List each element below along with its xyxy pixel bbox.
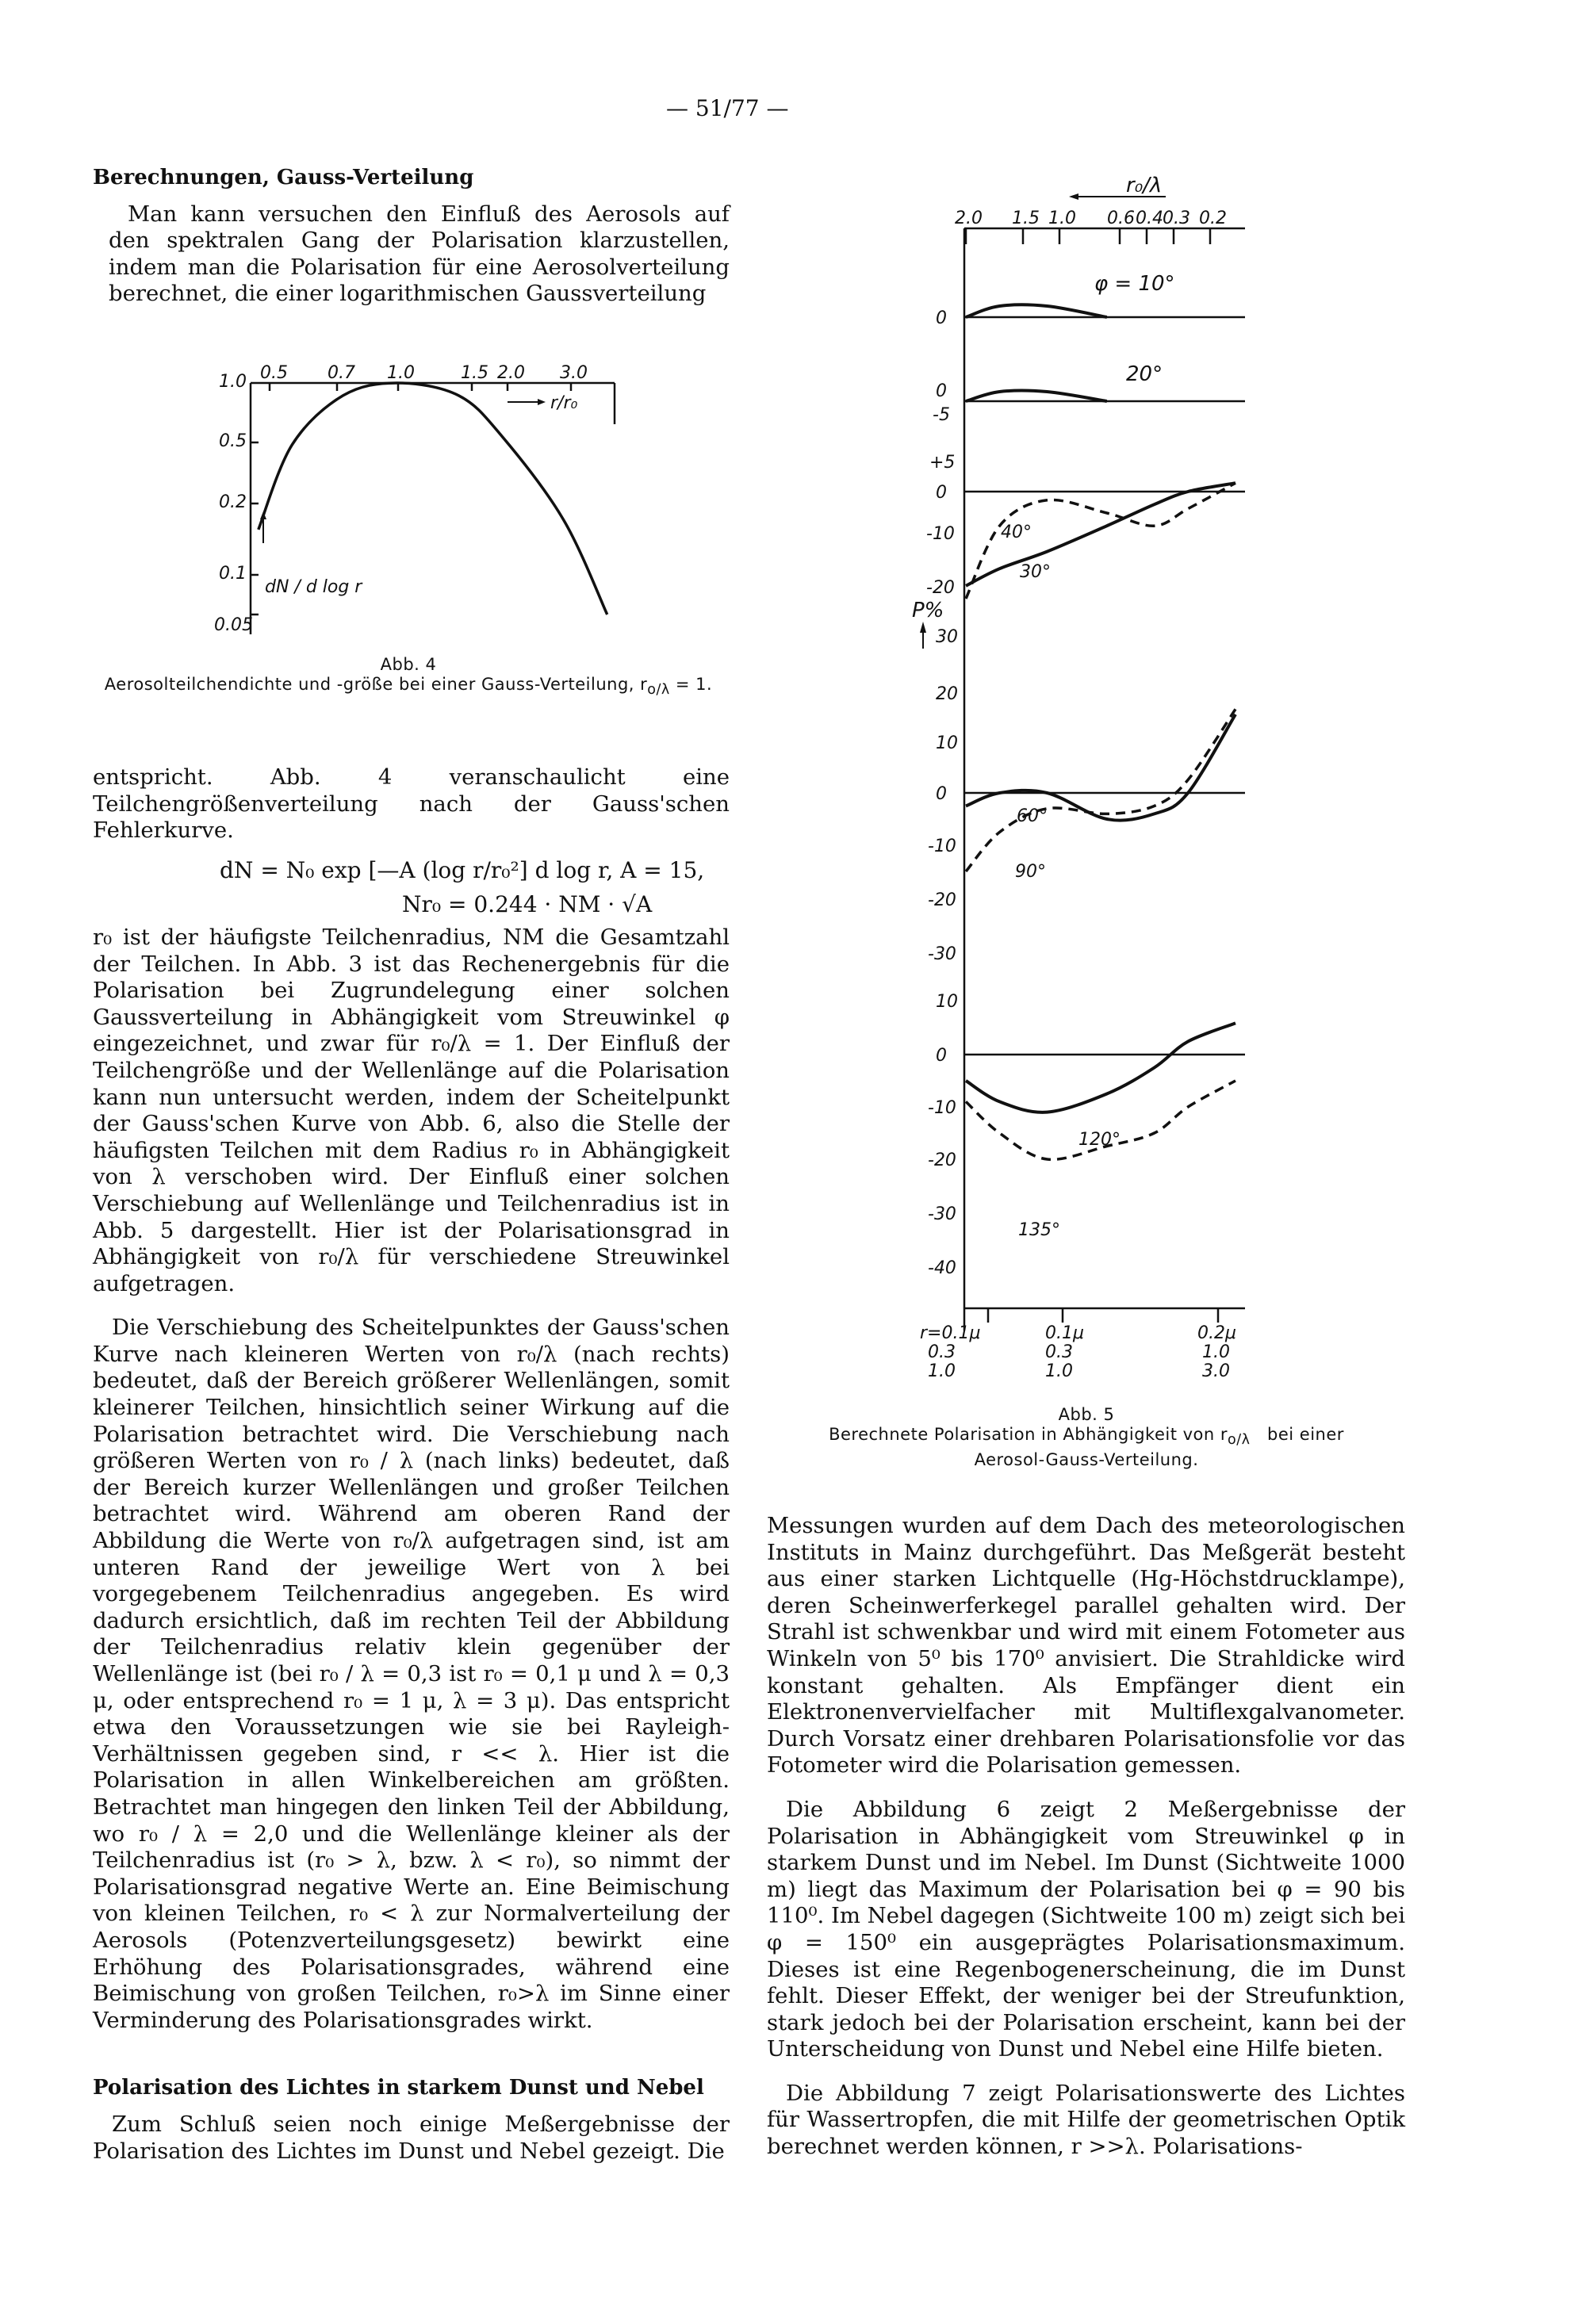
fig4-ylabel: dN / d log r	[265, 577, 362, 597]
fig5-curve-120deg	[966, 1023, 1235, 1112]
fig4-caption-title: Abb. 4	[380, 655, 437, 674]
fig5-label-120: 120°	[1078, 1130, 1121, 1150]
right-paragraph-1: Messungen wurden auf dem Dach des meteorologischen Instituts in Mainz durchgeführt. Das Meßgerät besteht aus einer starken Lichtquelle (Hg-Höchstdrucklampe), deren Scheinwerferkegel parallel gehalten wird. Der Strahl ist schwenkbar und wird mit einem Fotometer aus Winkeln von 5⁰ bis 170⁰ anvisiert. Die Strahldicke wird konstant gehalten. Als Empfänger dient ein Elektronenvervielfacher mit Multiflexgalvanometer. Durch Vorsatz einer drehbaren Polarisationsfolie vor das Fotometer wird die Polarisation gemessen.	[767, 1513, 1405, 1778]
fig5-p3-tick-m20: -20	[926, 578, 955, 598]
fig5-bottom-l2b: 1.0	[1045, 1361, 1073, 1381]
fig5-label-135: 135°	[1018, 1220, 1060, 1240]
right-paragraph-3: Die Abbildung 7 zeigt Polarisationswerte des Lichtes für Wassertropfen, die mit Hilfe der geometrischen Optik berechnet werden können, r >>λ. Polarisations-	[767, 2080, 1405, 2160]
fig5-bottom-l1a: 0.3	[928, 1342, 956, 1362]
figure-5-caption	[761, 1405, 1412, 1470]
fig5-label-30: 30°	[1020, 562, 1051, 582]
fig5-ylabel: P%	[912, 599, 944, 622]
fig5-caption-line1a: Berechnete Polarisation in Abhängigkeit von r	[829, 1425, 1228, 1444]
fig5-p5-tick-0: 0	[936, 1046, 947, 1066]
fig4-ytick-0.5: 0.5	[219, 431, 247, 451]
fig5-xtick-1.5: 1.5	[1012, 209, 1040, 228]
formula-1: dN = N₀ exp [—A (log r/r₀²] d log r, A = 15,	[220, 856, 705, 883]
fig5-curve-60deg	[966, 714, 1235, 821]
figure-4-caption	[87, 655, 730, 700]
fig5-p4-tick-30: 30	[936, 627, 958, 647]
fig5-p4-tick-0: 0	[936, 784, 947, 804]
fig5-p5-tick-10: 10	[936, 992, 958, 1012]
paragraph-4: Die Verschiebung des Scheitelpunktes der Gauss'schen Kurve nach kleineren Werten von r₀/λ (nach rechts) bedeutet, daß der Bereich größerer Wellenlängen, somit kleinerer Teilchen, hinsichtlich seiner Wirkung auf die Polarisation betrachtet wird. Die Verschiebung nach größeren Werten von r₀ / λ (nach links) bedeutet, daß der Bereich kurzer Wellenlängen und großer Teilchen betrachtet wird. Während am oberen Rand der Abbildung die Werte von r₀/λ aufgetragen sind, ist am unteren Rand der jeweilige Wert von λ bei vorgegebenem Teilchenradius angegeben. Es wird dadurch ersichtlich, daß im rechten Teil der Abbildung der Teilchenradius relativ klein gegenüber der Wellenlänge ist (bei r₀ / λ = 0,3 ist r₀ = 0,1 μ und λ = 0,3 μ, oder entsprechend r₀ = 1 μ, λ = 3 μ). Das entspricht etwa den Voraussetzungen wie sie bei Rayleigh-Verhältnissen gegeben sind, r << λ. Hier ist die Polarisation in allen Winkelbereichen am größten. Betrachtet man hingegen den linken Teil der Abbildung, wo r₀ / λ = 2,0 und die Wellenlänge kleiner als der Teilchenradius ist (r₀ > λ, bzw. λ < r₀), so nimmt der Polarisationsgrad negative Werte an. Eine Beimischung von kleinen Teilchen, r₀ < λ zur Normalverteilung der Aerosols (Potenzverteilungsgesetz) bewirkt eine Erhöhung des Polarisationsgrades, während eine Beimischung von großen Teilchen, r₀>λ im Sinne einer Verminderung des Polarisationsgrades wirkt.	[93, 1315, 730, 2033]
fig5-bottom-r2: 0.1μ	[1045, 1323, 1084, 1343]
fig5-xlabel-top: r₀/λ	[1126, 174, 1163, 197]
fig5-bottom-l3a: 1.0	[1202, 1342, 1230, 1362]
fig5-bottom-r1: r=0.1μ	[920, 1323, 981, 1343]
fig5-p2-tick-m5: -5	[933, 405, 950, 425]
fig4-caption-end: = 1.	[669, 675, 713, 694]
fig5-p1-tick-0: 0	[936, 308, 947, 328]
fig5-xtick-1.0: 1.0	[1048, 209, 1076, 228]
fig5-xtick-0.3: 0.3	[1163, 209, 1190, 228]
fig4-xtick-3.0: 3.0	[560, 363, 588, 383]
fig5-bottom-l1b: 1.0	[928, 1361, 956, 1381]
fig5-curve-10deg	[966, 304, 1107, 317]
fig5-caption-title: Abb. 5	[1058, 1405, 1115, 1424]
fig5-xtick-0.2: 0.2	[1199, 209, 1227, 228]
fig5-bottom-l3b: 3.0	[1202, 1361, 1230, 1381]
fig5-p4-tick-m10: -10	[928, 837, 956, 856]
formula-2: Nr₀ = 0.244 · NM · √A	[402, 891, 653, 918]
fig5-p3-tick-p5: +5	[929, 453, 956, 473]
fig4-ytick-0.1: 0.1	[219, 564, 247, 584]
fig5-caption-line1b: bei einer	[1267, 1425, 1344, 1444]
fig4-ytick-0.05: 0.05	[214, 615, 253, 635]
fig4-xtick-0.7: 0.7	[328, 363, 355, 383]
paragraph-5: Zum Schluß seien noch einige Meßergebnisse der Polarisation des Lichtes im Dunst und Nebel gezeigt. Die	[93, 2111, 730, 2164]
fig4-caption-sub: o/λ	[647, 682, 670, 699]
fig5-curve-20deg	[966, 391, 1107, 402]
left-column-top	[93, 165, 730, 308]
fig4-xtick-1.0: 1.0	[387, 363, 415, 383]
fig4-xtick-0.5: 0.5	[260, 363, 288, 383]
heading-polarisation: Polarisation des Lichtes in starkem Dunst und Nebel	[93, 2076, 704, 2100]
fig5-label-40: 40°	[1001, 523, 1032, 542]
fig4-xtick-2.0: 2.0	[497, 363, 525, 383]
figure-4-chart	[214, 361, 626, 646]
fig5-p4-tick-m20: -20	[928, 890, 956, 910]
heading-gauss: Berechnungen, Gauss-Verteilung	[93, 166, 474, 190]
fig5-p4-tick-20: 20	[936, 684, 958, 704]
fig5-label-20: 20°	[1126, 362, 1163, 386]
paragraph-3: r₀ ist der häufigste Teilchenradius, NM die Gesamtzahl der Teilchen. In Abb. 3 ist das Rechenergebnis für die Polarisation bei Zugrundelegung einer solchen Gaussverteilung in Abhängigkeit vom Streuwinkel φ eingezeichnet, und zwar für r₀/λ = 1. Der Einfluß der Teilchengröße und der Wellenlänge auf die Polarisation kann nun untersucht werden, indem der Scheitelpunkt der Gauss'schen Kurve von Abb. 6, also die Stelle der häufigsten Teilchen mit dem Radius r₀ in Abhängigkeit von λ verschoben wird. Der Einfluß einer solchen Verschiebung auf Wellenlänge und Teilchenradius ist in Abb. 5 dargestellt. Hier ist der Polarisationsgrad in Abhängigkeit von r₀/λ für verschiedene Streuwinkel aufgetragen.	[93, 924, 730, 1296]
fig5-p2-tick-0: 0	[936, 381, 947, 401]
fig5-xtick-2.0: 2.0	[955, 209, 983, 228]
fig5-xtick-0.6: 0.6	[1107, 209, 1135, 228]
fig5-p3-tick-0: 0	[936, 483, 947, 503]
fig5-caption-line2: Aerosol-Gauss-Verteilung.	[974, 1450, 1199, 1470]
fig5-bottom-r3: 0.2μ	[1197, 1323, 1236, 1343]
fig5-curve-90deg	[966, 709, 1235, 871]
fig5-p5-tick-m30: -30	[928, 1204, 956, 1224]
fig4-ytick-1.0: 1.0	[219, 372, 247, 392]
fig5-label-60: 60°	[1017, 806, 1048, 826]
fig4-xlabel: r/r₀	[550, 393, 578, 413]
paragraph-2: entspricht. Abb. 4 veranschaulicht eine Teilchengrößenverteilung nach der Gauss'schen Fehlerkurve.	[93, 764, 730, 844]
fig4-ytick-0.2: 0.2	[219, 492, 247, 512]
fig5-p4-tick-m30: -30	[928, 944, 956, 964]
fig5-p3-tick-m10: -10	[926, 524, 955, 544]
right-column	[767, 1513, 1405, 2161]
fig5-xtick-0.4: 0.4	[1136, 209, 1163, 228]
left-column-main	[93, 764, 730, 2165]
fig5-p5-tick-m20: -20	[928, 1151, 956, 1170]
paragraph-1: Man kann versuchen den Einfluß des Aerosols auf den spektralen Gang der Polarisation klarzustellen, indem man die Polarisation für eine Aerosolverteilung berechnet, die einer logarithmischen Gaussverteilung	[109, 201, 730, 307]
fig5-bottom-l2a: 0.3	[1045, 1342, 1073, 1362]
right-paragraph-2: Die Abbildung 6 zeigt 2 Meßergebnisse der Polarisation in Abhängigkeit vom Streuwinkel φ in starkem Dunst und im Nebel. Im Dunst (Sichtweite 1000 m) liegt das Maximum der Polarisation bei φ = 90 bis 110⁰. Im Nebel dagegen (Sichtweite 100 m) zeigt sich bei φ = 150⁰ ein ausgeprägtes Polarisationsmaximum. Dieses ist eine Regenbogenerscheinung, die im Dunst fehlt. Dieser Effekt, der weniger bei der Streufunktion, stark jedoch bei der Polarisation erscheint, kann bei der Unterscheidung von Dunst und Nebel eine Hilfe bieten.	[767, 1796, 1406, 2062]
fig4-xtick-1.5: 1.5	[461, 363, 488, 383]
fig5-p5-tick-m10: -10	[928, 1098, 956, 1118]
figure-5-chart	[912, 173, 1277, 1394]
fig5-label-90: 90°	[1015, 862, 1046, 882]
fig5-caption-sub: o/λ	[1228, 1432, 1251, 1449]
fig5-p5-tick-m40: -40	[928, 1258, 956, 1278]
fig5-label-10: φ = 10°	[1094, 272, 1175, 296]
fig4-caption-text: Aerosolteilchendichte und -größe bei einer Gauss-Verteilung, r	[104, 675, 648, 694]
page-number: — 51/77 —	[666, 95, 789, 121]
fig5-p4-tick-10: 10	[936, 733, 958, 753]
